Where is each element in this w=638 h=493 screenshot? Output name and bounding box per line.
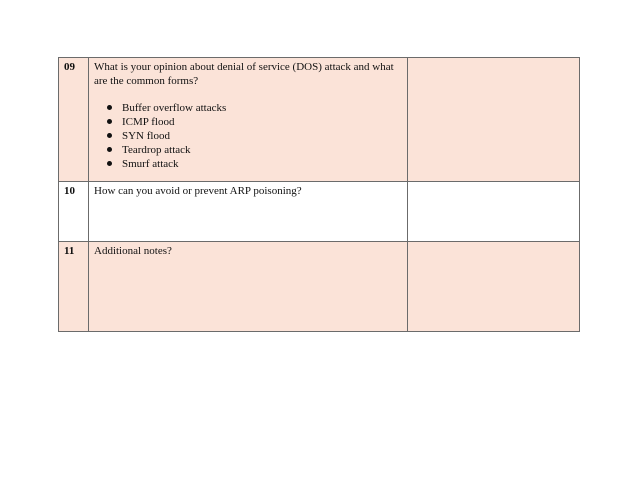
list-item <box>107 143 402 157</box>
list-item-text: SYN flood <box>122 130 170 142</box>
bullet-icon <box>107 119 112 124</box>
list-item <box>107 101 402 115</box>
bullet-icon <box>107 161 112 166</box>
dos-forms-list <box>94 101 402 171</box>
answer-cell[interactable] <box>408 242 580 332</box>
table-row <box>59 242 580 332</box>
list-item-text: Smurf attack <box>122 158 179 170</box>
list-item <box>107 129 402 143</box>
list-item-text: ICMP flood <box>122 116 175 128</box>
bullet-icon <box>107 133 112 138</box>
list-item <box>107 115 402 129</box>
list-item <box>107 157 402 171</box>
table-row <box>59 182 580 242</box>
question-cell <box>89 58 408 182</box>
answer-cell[interactable] <box>408 182 580 242</box>
answer-cell[interactable] <box>408 58 580 182</box>
question-text: Additional notes? <box>89 242 408 332</box>
table-row <box>59 58 580 182</box>
question-text: How can you avoid or prevent ARP poisoning? <box>89 182 408 242</box>
bullet-icon <box>107 105 112 110</box>
question-text: What is your opinion about denial of service (DOS) attack and what are the common forms? <box>94 61 394 87</box>
question-table <box>58 57 580 332</box>
list-item-text: Teardrop attack <box>122 144 191 156</box>
bullet-icon <box>107 147 112 152</box>
question-number: 11 <box>59 242 89 332</box>
list-item-text: Buffer overflow attacks <box>122 102 227 114</box>
question-number: 09 <box>59 58 89 182</box>
question-number: 10 <box>59 182 89 242</box>
